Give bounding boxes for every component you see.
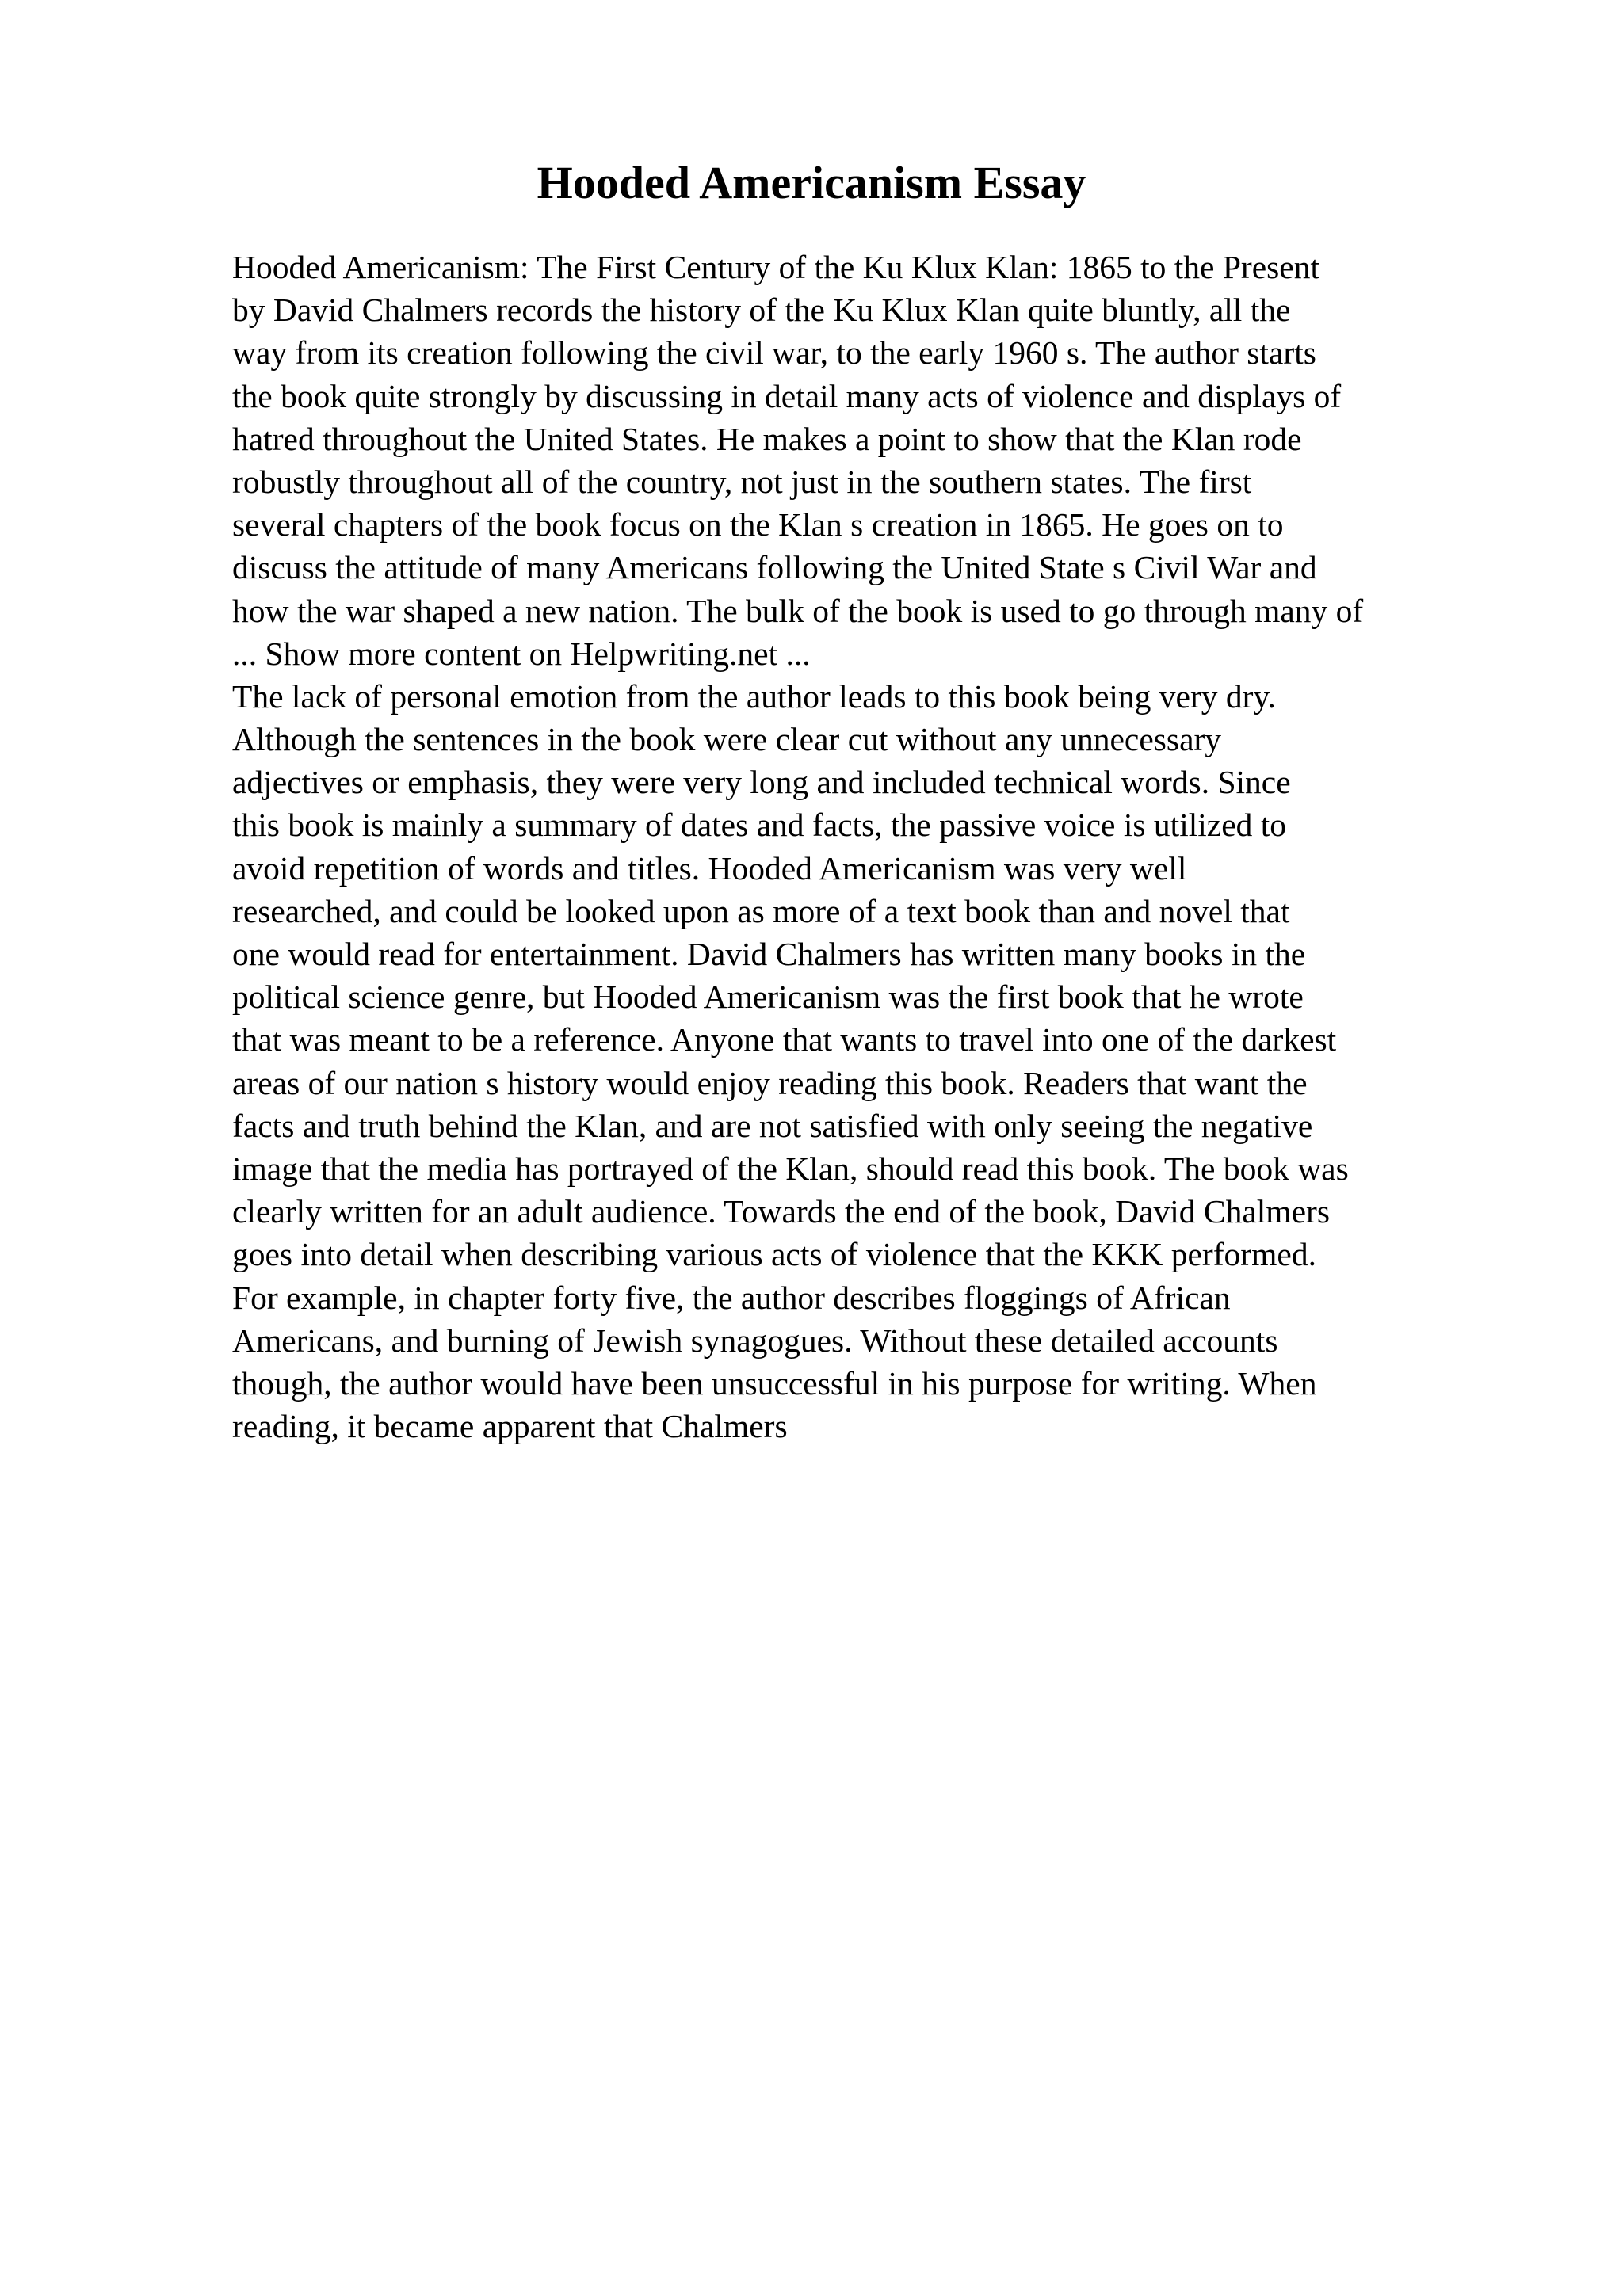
text-line: avoid repetition of words and titles. Hooded Americanism was very well [232, 849, 1187, 887]
document-title: Hooded Americanism Essay [537, 157, 1086, 208]
text-line: Although the sentences in the book were clear cut without any unnecessary [232, 721, 1222, 758]
text-line: robustly throughout all of the country, not just in the southern states. The first [232, 463, 1252, 500]
text-line: researched, and could be looked upon as more of a text book than and novel that [232, 892, 1290, 929]
text-line: Americans, and burning of Jewish synagogues. Without these detailed accounts [232, 1322, 1278, 1359]
text-line: one would read for entertainment. David Chalmers has written many books in the [232, 936, 1306, 972]
text-line: adjectives or emphasis, they were very long and included technical words. Since [232, 764, 1291, 801]
text-line: how the war shaped a new nation. The bulk of the book is used to go through many of [232, 592, 1364, 629]
text-line: the book quite strongly by discussing in detail many acts of violence and displays of [232, 377, 1342, 414]
text-line: Hooded Americanism: The First Century of the Ku Klux Klan: 1865 to the Present [232, 249, 1319, 285]
text-line: by David Chalmers records the history of the Ku Klux Klan quite bluntly, all the [232, 292, 1291, 329]
text-line: reading, it became apparent that Chalmers [232, 1408, 788, 1445]
text-line: clearly written for an adult audience. Towards the end of the book, David Chalmers [232, 1193, 1330, 1230]
text-line: way from its creation following the civil war, to the early 1960 s. The author starts [232, 334, 1316, 372]
text-line: several chapters of the book focus on the Klan s creation in 1865. He goes on to [232, 506, 1284, 543]
document-body [232, 246, 1532, 1447]
text-line: goes into detail when describing various acts of violence that the KKK performed. [232, 1236, 1316, 1273]
text-line: areas of our nation s history would enjoy reading this book. Readers that want the [232, 1064, 1308, 1101]
text-line: this book is mainly a summary of dates and facts, the passive voice is utilized to [232, 807, 1287, 844]
text-line: though, the author would have been unsuccessful in his purpose for writing. When [232, 1364, 1317, 1402]
text-line: hatred throughout the United States. He makes a point to show that the Klan rode [232, 420, 1302, 457]
show-more-link[interactable]: ... Show more content on Helpwriting.net ... [232, 635, 811, 672]
text-line: The lack of personal emotion from the author leads to this book being very dry. [232, 677, 1276, 715]
text-line: facts and truth behind the Klan, and are not satisfied with only seeing the negative [232, 1107, 1313, 1144]
text-line: image that the media has portrayed of the Klan, should read this book. The book was [232, 1150, 1349, 1187]
text-line: discuss the attitude of many Americans following the United State s Civil War and [232, 549, 1317, 586]
text-line: that was meant to be a reference. Anyone that wants to travel into one of the darkest [232, 1021, 1337, 1058]
text-line: political science genre, but Hooded Americanism was the first book that he wrote [232, 978, 1304, 1016]
text-line: For example, in chapter forty five, the author describes floggings of African [232, 1279, 1231, 1316]
